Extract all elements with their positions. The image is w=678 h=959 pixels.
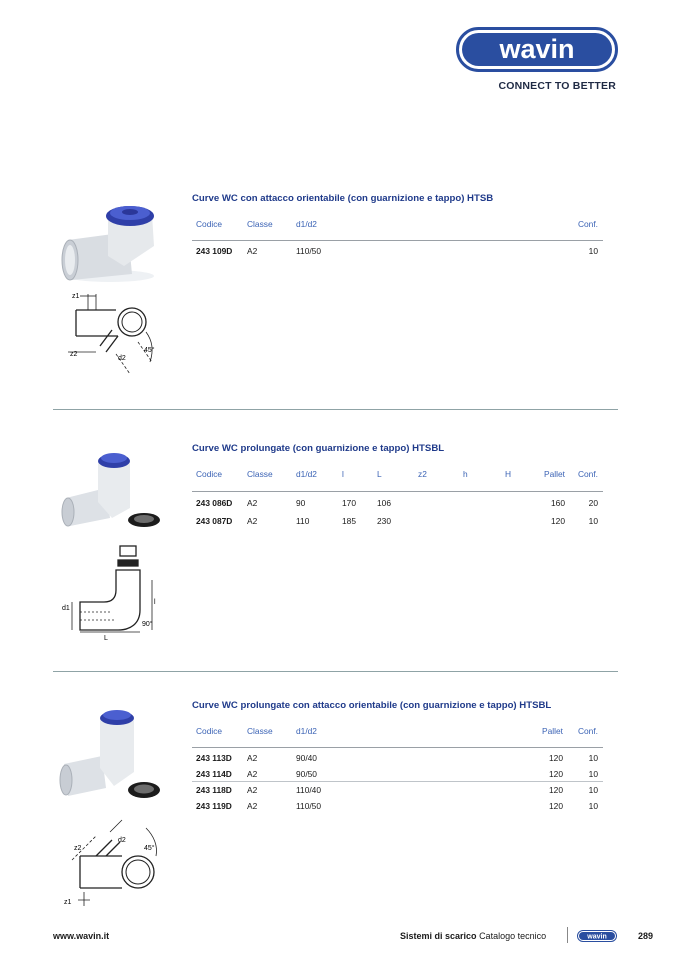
col-codice: Codice: [196, 469, 223, 479]
cell-d1d2: 110/40: [296, 785, 321, 795]
col-classe: Classe: [247, 469, 273, 479]
row-group-rule: [192, 781, 603, 782]
svg-text:z1: z1: [72, 293, 80, 300]
col-pallet: Pallet: [544, 469, 565, 479]
page-number: 289: [638, 931, 654, 941]
cell-l: 170: [342, 498, 356, 508]
cell-L: 230: [377, 516, 391, 526]
table-header-rule: [192, 240, 603, 241]
cell-conf: 10: [588, 516, 598, 526]
cell-codice: 243 109D: [196, 246, 233, 256]
cell-classe: A2: [247, 785, 258, 795]
col-H: H: [505, 469, 512, 479]
svg-text:45°: 45°: [144, 347, 155, 354]
cell-conf: 10: [588, 246, 598, 256]
col-h: h: [463, 469, 468, 479]
cell-codice: 243 113D: [196, 753, 232, 763]
cell-codice: 243 087D: [196, 516, 233, 526]
col-classe: Classe: [247, 219, 273, 229]
wavin-mini-logo: [577, 930, 617, 942]
cell-classe: A2: [247, 498, 258, 508]
footer-catalog-bold: Sistemi di scarico: [400, 931, 477, 941]
cell-d1d2: 90: [296, 498, 306, 508]
section-divider: [53, 671, 618, 672]
product-photo-htsbl-orientabile: [58, 708, 162, 804]
brand-tagline: CONNECT TO BETTER: [498, 80, 616, 92]
cell-d1d2: 90/40: [296, 753, 317, 763]
cell-d1d2: 110: [296, 516, 310, 526]
section-title-htsbl: Curve WC prolungate (con guarnizione e tappo) HTSBL: [192, 443, 445, 454]
cell-d1d2: 110/50: [296, 801, 321, 811]
section-divider: [53, 409, 618, 410]
cell-pallet: 120: [549, 769, 563, 779]
table-header-rule: [192, 747, 603, 748]
footer-divider: [567, 927, 568, 943]
col-conf: Conf.: [577, 219, 598, 229]
col-classe: Classe: [247, 726, 273, 736]
cell-codice: 243 114D: [196, 769, 232, 779]
col-codice: Codice: [196, 726, 223, 736]
cell-classe: A2: [247, 516, 258, 526]
svg-text:90°: 90°: [142, 621, 153, 628]
footer-catalog: [400, 931, 546, 941]
section-title-htsbl-orientabile: Curve WC prolungate con attacco orientabile (con guarnizione e tappo) HTSBL: [192, 700, 552, 711]
svg-text:wavin: wavin: [499, 34, 575, 64]
col-d1d2: d1/d2: [296, 469, 317, 479]
cell-classe: A2: [247, 753, 258, 763]
svg-text:wavin: wavin: [587, 933, 607, 941]
svg-text:45°: 45°: [144, 845, 155, 852]
cell-classe: A2: [247, 801, 258, 811]
svg-text:d2: d2: [118, 355, 126, 362]
svg-text:l: l: [154, 599, 156, 606]
col-conf: Conf.: [577, 469, 598, 479]
cell-conf: 10: [588, 769, 598, 779]
technical-drawing-htsbl: [60, 540, 164, 642]
cell-classe: A2: [247, 769, 258, 779]
cell-pallet: 160: [551, 498, 565, 508]
cell-codice: 243 086D: [196, 498, 233, 508]
col-conf: Conf.: [577, 726, 598, 736]
svg-text:z2: z2: [70, 351, 78, 358]
cell-pallet: 120: [549, 753, 563, 763]
footer-catalog-normal: Catalogo tecnico: [479, 931, 547, 941]
col-pallet: Pallet: [542, 726, 563, 736]
col-d1d2: d1/d2: [296, 219, 317, 229]
svg-text:d1: d1: [62, 605, 70, 612]
col-z2: z2: [418, 469, 427, 479]
cell-classe: A2: [247, 246, 258, 256]
cell-pallet: 120: [549, 801, 563, 811]
section-title-htsb: Curve WC con attacco orientabile (con guarnizione e tappo) HTSB: [192, 193, 494, 204]
technical-drawing-htsbl-orientabile: [60, 822, 164, 908]
wavin-logo: [456, 27, 618, 72]
svg-text:d2: d2: [118, 837, 126, 844]
table-header-rule: [192, 491, 603, 492]
cell-conf: 20: [588, 498, 598, 508]
svg-text:z1: z1: [64, 899, 72, 906]
col-L: L: [377, 469, 382, 479]
cell-pallet: 120: [551, 516, 565, 526]
col-codice: Codice: [196, 219, 223, 229]
technical-drawing-htsb: [60, 290, 164, 376]
svg-text:L: L: [104, 635, 108, 642]
cell-pallet: 120: [549, 785, 563, 795]
cell-l: 185: [342, 516, 356, 526]
cell-d1d2: 90/50: [296, 769, 317, 779]
svg-text:z2: z2: [74, 845, 82, 852]
cell-conf: 10: [588, 753, 598, 763]
cell-codice: 243 119D: [196, 801, 232, 811]
cell-conf: 10: [588, 785, 598, 795]
col-l: l: [342, 469, 344, 479]
product-photo-htsbl: [58, 446, 162, 536]
cell-codice: 243 118D: [196, 785, 232, 795]
cell-d1d2: 110/50: [296, 246, 321, 256]
footer-website[interactable]: www.wavin.it: [53, 931, 110, 941]
col-d1d2: d1/d2: [296, 726, 317, 736]
cell-conf: 10: [588, 801, 598, 811]
product-photo-htsb: [58, 196, 162, 284]
cell-L: 106: [377, 498, 391, 508]
